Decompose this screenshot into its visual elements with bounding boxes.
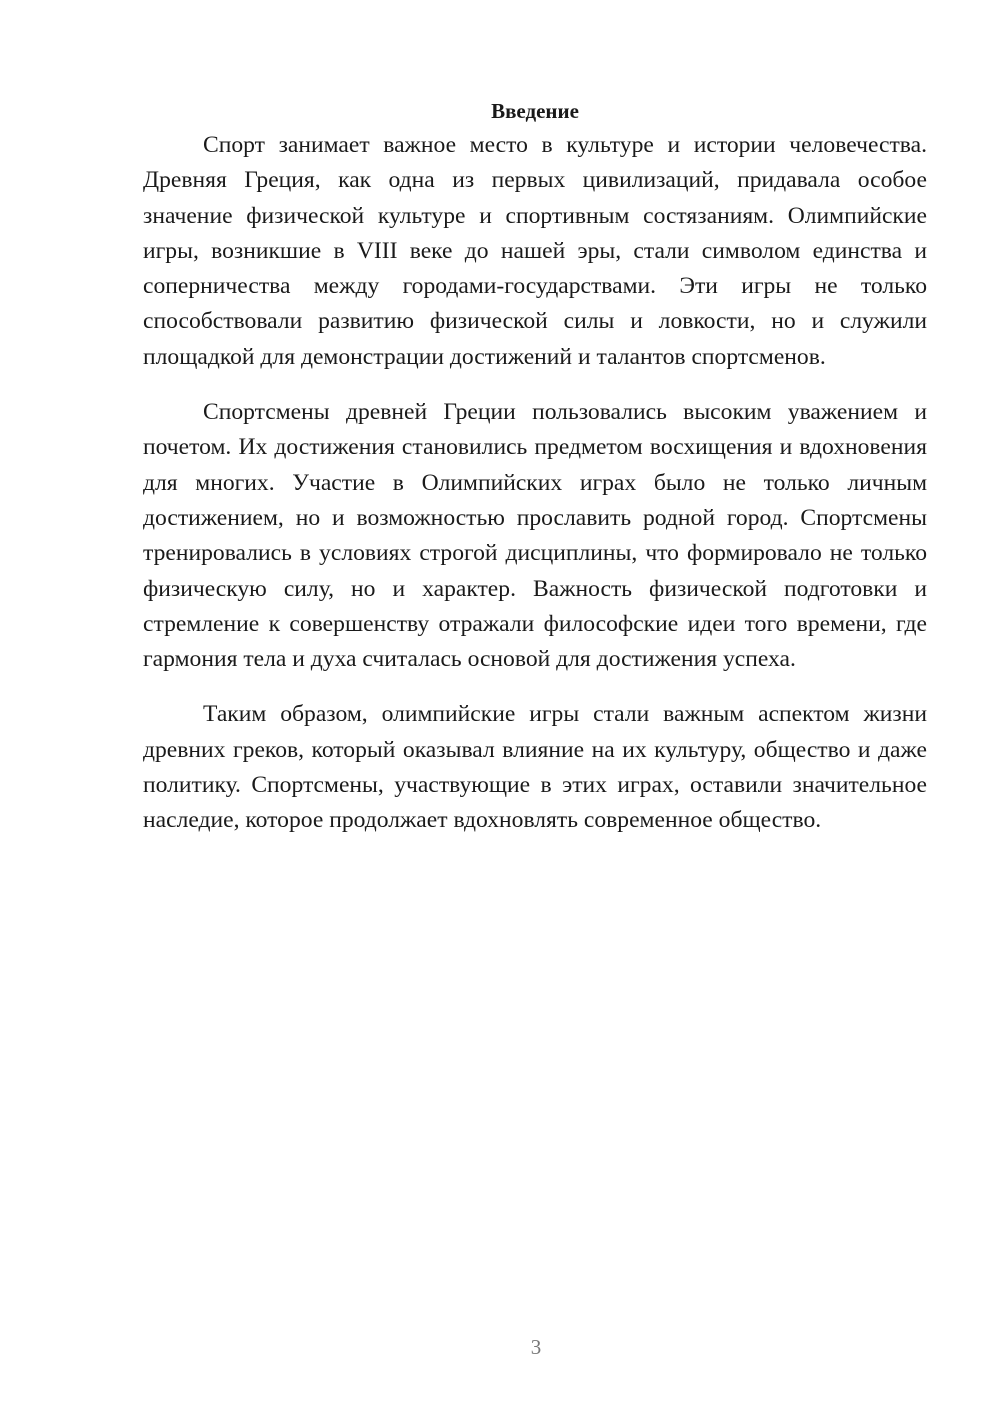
section-title: Введение <box>491 99 579 123</box>
paragraph-3: Таким образом, олимпийские игры стали важным аспектом жизни древних греков, который оказывал влияние на их культуру, общество и даже политику. Спортсмены, участвующие в этих играх, оставили значительное наследие, которое продолжает вдохновлять современное общество. <box>143 701 927 834</box>
page-number: 3 <box>530 1335 542 1359</box>
page-content <box>143 96 927 859</box>
paragraph-2: Спортсмены древней Греции пользовались высоким уважением и почетом. Их достижения становились предметом восхищения и вдохновения для многих. Участие в Олимпийских играх было не только личным достижением, но и возможностью прославить родной город. Спортсмены тренировались в условиях строгой дисциплины, что формировало не только физическую силу, но и характер. Важность физической подготовки и стремление к совершенству отражали философские идеи того времени, где гармония тела и духа считалась основой для достижения успеха. <box>143 399 927 673</box>
paragraph-1: Спорт занимает важное место в культуре и истории человечества. Древняя Греция, как одна из первых цивилизаций, придавала особое значение физической культуре и спортивным состязаниям. Олимпийские игры, возникшие в VIII веке до нашей эры, стали символом единства и соперничества между городами-государствами. Эти игры не только способствовали развитию физической силы и ловкости, но и служили площадкой для демонстрации достижений и талантов спортсменов. <box>143 132 927 370</box>
